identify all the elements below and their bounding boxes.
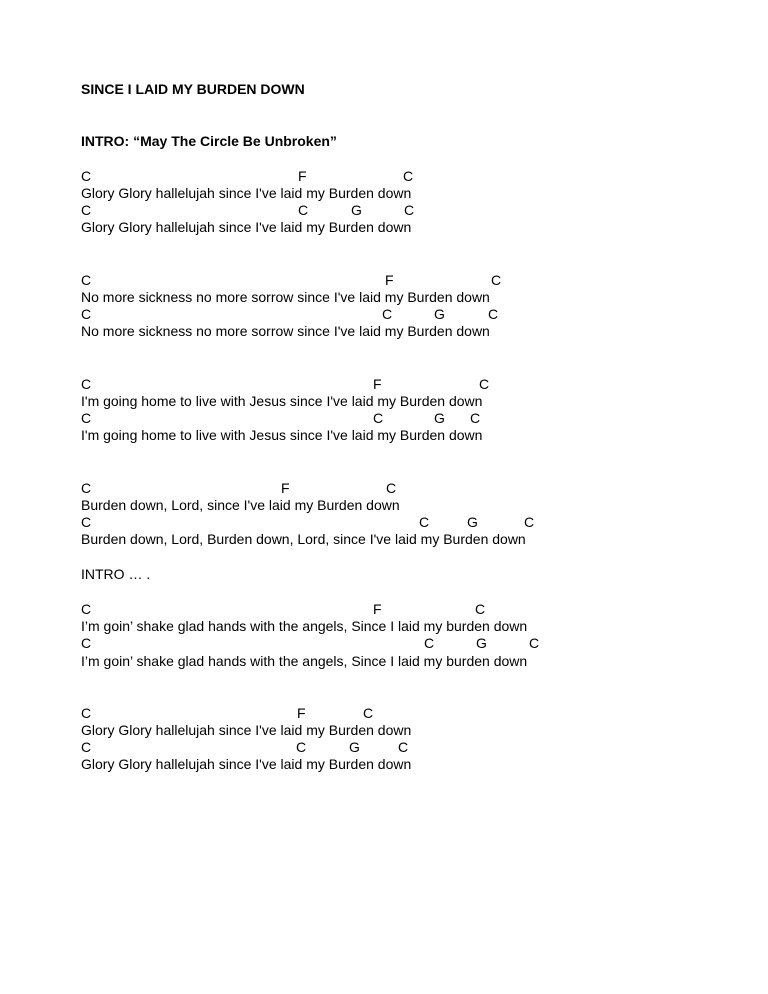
chord: C [81, 739, 92, 755]
chord-line [0, 272, 768, 289]
lyric-line: Glory Glory hallelujah since I've laid my Burden down [81, 722, 412, 738]
chord: C [419, 514, 430, 530]
chord: C [81, 601, 92, 617]
lyric-line: I'm going home to live with Jesus since I've laid my Burden down [81, 427, 483, 443]
intro-heading: INTRO: “May The Circle Be Unbroken” [81, 133, 337, 149]
lyric-line: I'm going home to live with Jesus since I've laid my Burden down [81, 393, 483, 409]
chord: C [382, 306, 393, 322]
chord: C [424, 635, 435, 651]
chord-line [0, 480, 768, 497]
song-title: SINCE I LAID MY BURDEN DOWN [81, 81, 305, 97]
chord: C [403, 168, 414, 184]
chord: C [404, 202, 415, 218]
chord-line [0, 410, 768, 427]
lyric-line: Glory Glory hallelujah since I've laid my Burden down [81, 219, 412, 235]
chord: F [373, 376, 382, 392]
lyric-line: Glory Glory hallelujah since I've laid my Burden down [81, 185, 412, 201]
chord: F [385, 272, 394, 288]
chord: C [373, 410, 384, 426]
intro-repeat-note: INTRO … . [81, 566, 151, 582]
chord: C [81, 272, 92, 288]
chord: G [351, 202, 362, 218]
lyric-line: No more sickness no more sorrow since I've laid my Burden down [81, 289, 490, 305]
chord: F [298, 168, 307, 184]
chord: C [475, 601, 486, 617]
chord: C [479, 376, 490, 392]
lyric-line: Glory Glory hallelujah since I've laid my Burden down [81, 756, 412, 772]
lyric-line: I’m goin’ shake glad hands with the angels, Since I laid my burden down [81, 653, 528, 669]
chord: C [524, 514, 535, 530]
chord: C [81, 168, 92, 184]
lyric-line: No more sickness no more sorrow since I've laid my Burden down [81, 323, 490, 339]
chord-line [0, 601, 768, 618]
lyric-line: Burden down, Lord, since I've laid my Burden down [81, 497, 400, 513]
chord: F [373, 601, 382, 617]
chord: C [298, 202, 309, 218]
chord-line [0, 739, 768, 756]
chord: G [349, 739, 360, 755]
chord-line [0, 705, 768, 722]
chord: C [491, 272, 502, 288]
chord: C [386, 480, 397, 496]
chord: G [434, 410, 445, 426]
chord: G [434, 306, 445, 322]
chord: C [81, 376, 92, 392]
chord: C [81, 202, 92, 218]
lyric-line: Burden down, Lord, Burden down, Lord, since I've laid my Burden down [81, 531, 526, 547]
chord: F [281, 480, 290, 496]
chord-line [0, 376, 768, 393]
chord: C [529, 635, 540, 651]
chord: G [476, 635, 487, 651]
chord: C [81, 306, 92, 322]
chord-line [0, 514, 768, 531]
chord: F [297, 705, 306, 721]
chord: C [296, 739, 307, 755]
chord: C [81, 410, 92, 426]
chord: C [81, 635, 92, 651]
chord: C [363, 705, 374, 721]
chord: C [470, 410, 481, 426]
chord: C [81, 514, 92, 530]
chord: C [398, 739, 409, 755]
chord: G [467, 514, 478, 530]
chord: C [81, 480, 92, 496]
chord: C [81, 705, 92, 721]
chord-line [0, 306, 768, 323]
chord: C [488, 306, 499, 322]
lyric-line: I’m goin’ shake glad hands with the angels, Since I laid my burden down [81, 618, 528, 634]
chord-line [0, 202, 768, 219]
chord-line [0, 635, 768, 652]
chord-line [0, 168, 768, 185]
